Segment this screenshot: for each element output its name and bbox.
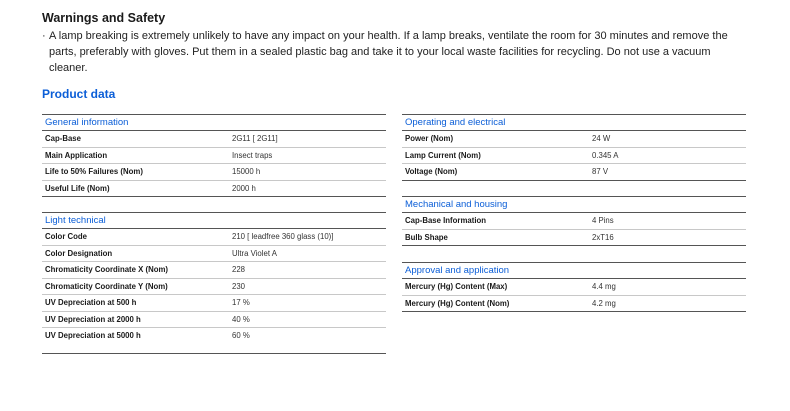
table-row [402, 296, 746, 313]
section-heading: Light technical [42, 212, 386, 229]
table-row [402, 279, 746, 296]
table-row [402, 164, 746, 181]
section-heading: Mechanical and housing [402, 196, 746, 213]
row-value: Ultra Violet A [232, 248, 277, 258]
row-label: Voltage (Nom) [405, 167, 458, 176]
general-information-section [42, 114, 386, 197]
row-label: Chromaticity Coordinate Y (Nom) [45, 281, 168, 291]
product-data-title: Product data [42, 87, 116, 101]
row-label: Cap-Base Information [405, 216, 487, 225]
row-label: Chromaticity Coordinate X (Nom) [45, 265, 169, 274]
row-value: 228 [232, 265, 246, 274]
section-end-divider [42, 353, 386, 354]
row-value: 24 W [592, 134, 611, 143]
table-row [42, 181, 386, 198]
table-row [42, 262, 386, 279]
table-row [402, 131, 746, 148]
table-row [42, 148, 386, 165]
row-value: 60 % [232, 331, 250, 340]
row-value: 4.4 mg [592, 282, 616, 291]
row-label: Main Application [45, 150, 108, 160]
table-row [402, 148, 746, 165]
table-row [42, 164, 386, 181]
row-value: 87 V [592, 167, 609, 176]
row-value: 0.345 A [592, 150, 619, 160]
row-value: 4 Pins [592, 216, 614, 225]
row-label: Mercury (Hg) Content (Nom) [405, 298, 510, 308]
row-label: Bulb Shape [405, 232, 448, 242]
approval-application-section [402, 262, 746, 312]
table-row [42, 131, 386, 148]
table-row [402, 230, 746, 247]
table-row [42, 295, 386, 312]
row-label: Color Code [45, 232, 88, 241]
row-value: 230 [232, 281, 246, 291]
section-heading: General information [42, 114, 386, 131]
row-label: UV Depreciation at 500 h [45, 298, 137, 307]
warnings-body: A lamp breaking is extremely unlikely to have any impact on your health. If a lamp breaks, ventilate the room for 30 minutes and remove the parts, preferably with gloves. Put them in a sealed plastic bag and take it to your local waste facilities for recycling. Do not use a vacuum cleaner. [49, 30, 728, 74]
row-value: 2xT16 [592, 232, 614, 242]
row-value: 2000 h [232, 183, 256, 193]
row-value: 4.2 mg [592, 298, 616, 308]
table-row [402, 213, 746, 230]
table-row [42, 279, 386, 296]
row-label: Useful Life (Nom) [45, 183, 110, 193]
table-row [42, 246, 386, 263]
row-value: 15000 h [232, 167, 261, 176]
row-value: 210 [ leadfree 360 glass (10)] [232, 232, 334, 241]
row-label: Lamp Current (Nom) [405, 150, 481, 160]
table-row [42, 229, 386, 246]
table-row [42, 312, 386, 329]
row-value: 2G11 [ 2G11] [232, 134, 278, 143]
mechanical-housing-section [402, 196, 746, 246]
row-label: UV Depreciation at 2000 h [45, 314, 141, 324]
light-technical-section [42, 212, 386, 354]
row-label: Cap-Base [45, 134, 81, 143]
row-label: Life to 50% Failures (Nom) [45, 167, 143, 176]
row-value: 17 % [232, 298, 250, 307]
table-row [42, 328, 386, 344]
bullet: · [42, 30, 46, 42]
row-label: Mercury (Hg) Content (Max) [405, 282, 508, 291]
operating-electrical-section [402, 114, 746, 181]
row-label: Color Designation [45, 248, 113, 258]
row-value: 40 % [232, 314, 250, 324]
warnings-title: Warnings and Safety [42, 11, 166, 25]
section-heading: Operating and electrical [402, 114, 746, 131]
row-value: Insect traps [232, 150, 273, 160]
section-heading: Approval and application [402, 262, 746, 279]
row-label: Power (Nom) [405, 134, 454, 143]
warnings-text [42, 28, 742, 76]
row-label: UV Depreciation at 5000 h [45, 331, 141, 340]
